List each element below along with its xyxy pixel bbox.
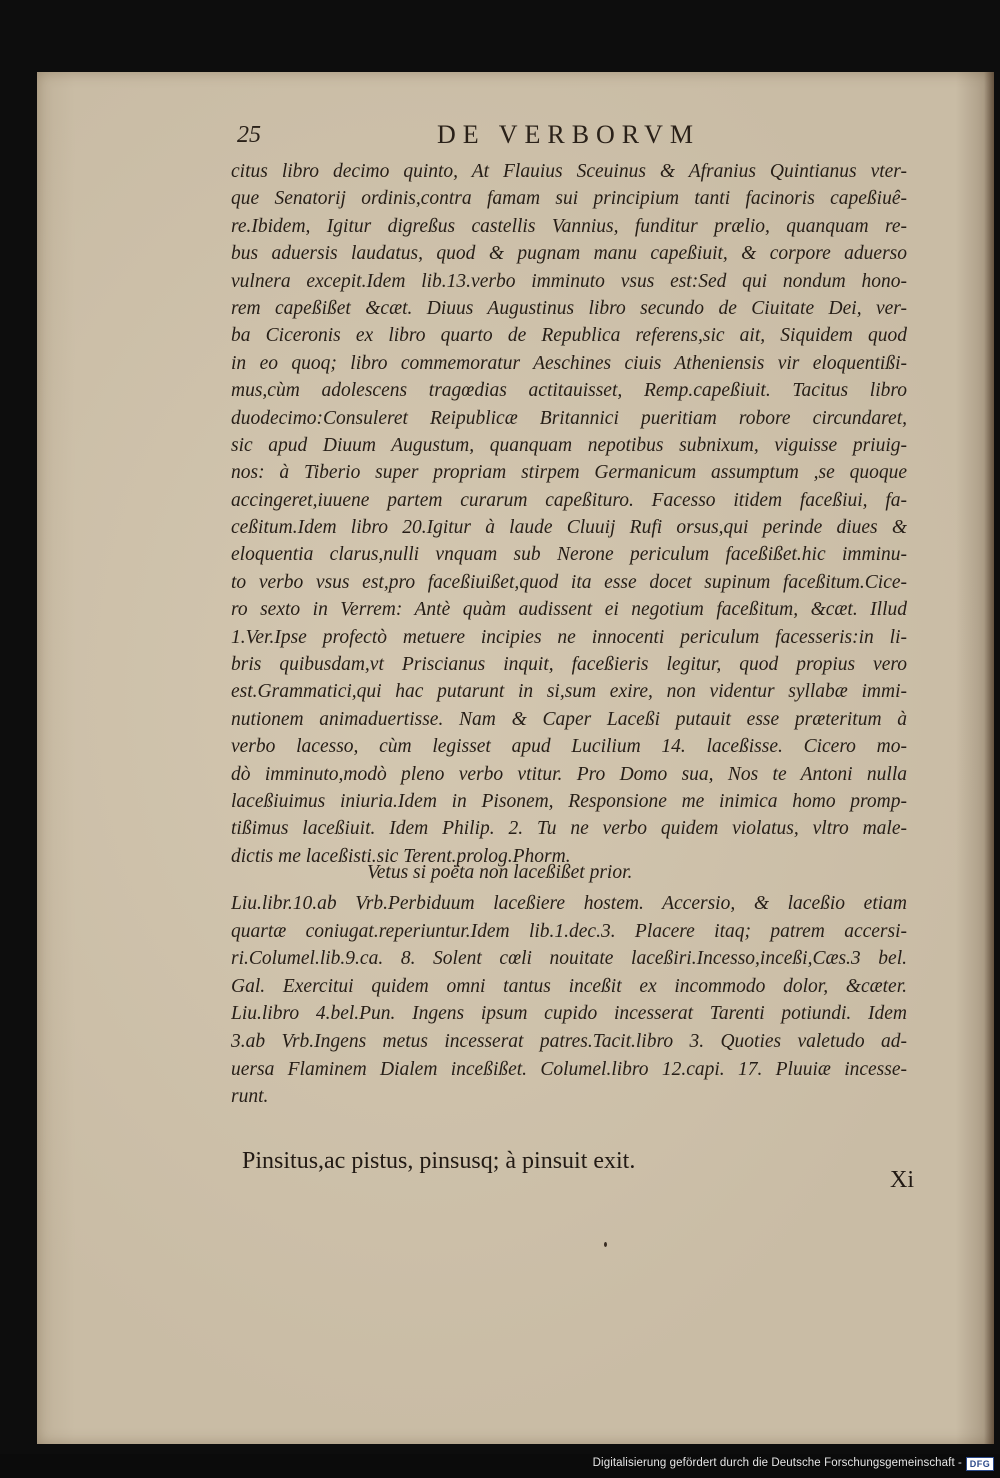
text-line: nutionem animaduertisse. Nam & Caper Laceßi putauit esse præteritum à (231, 708, 907, 730)
page-number: 25 (237, 122, 261, 148)
text-line: runt. (231, 1086, 269, 1108)
signature-mark: Xi (890, 1167, 914, 1193)
text-line: ri.Columel.lib.9.ca. 8. Solent cœli nouitate laceßiri.Incesso,inceßi,Cæs.3 bel. (231, 948, 907, 970)
ink-speck (604, 1242, 607, 1247)
text-line: Gal. Exercitui quidem omni tantus inceßit ex incommodo dolor, &cæter. (231, 975, 907, 997)
text-line: sic apud Diuum Augustum, quanquam nepotibus subnixum, viguisse priuig- (231, 434, 907, 456)
text-line: ba Ciceronis ex libro quarto de Republica referens,sic ait, Siquidem quod (231, 325, 907, 347)
text-line: quartæ coniugat.reperiuntur.Idem lib.1.dec.3. Placere itaq; patrem accersi- (231, 920, 907, 942)
text-line: bus aduersis laudatus, quod & pugnam manu capeßiuit, & corpore aduerso (231, 243, 907, 265)
text-line: 3.ab Vrb.Ingens metus incesserat patres.Tacit.libro 3. Quoties valetudo ad- (231, 1030, 907, 1052)
dfg-logo-icon (966, 1457, 994, 1471)
main-text-block (231, 158, 907, 870)
text-line: uersa Flaminem Dialem inceßißet. Columel.libro 12.capi. 17. Pluuiæ incesse- (231, 1058, 907, 1080)
funding-notice: Digitalisierung gefördert durch die Deutsche Forschungsgemeinschaft - (592, 1457, 962, 1469)
text-line: re.Ibidem, Igitur digreßus castellis Vannius, funditur prælio, quanquam re- (231, 215, 907, 237)
running-head (37, 122, 994, 158)
grammar-rule-verse: Pinsitus,ac pistus, pinsusq; à pinsuit exit. (242, 1148, 636, 1174)
book-page (37, 72, 994, 1444)
footer-bar (0, 1454, 1000, 1478)
verse-quotation: Vetus si poëta non laceßißet prior. (367, 862, 633, 883)
text-line: in eo quoq; libro commemoratur Aeschines ciuis Atheniensis vir eloquentißi- (231, 352, 907, 374)
text-line: est.Grammatici,qui hac putarunt in si,sum exire, non videntur syllabæ immi- (231, 681, 907, 703)
text-line: accingeret,iuuene partem curarum capeßituro. Facesso itidem faceßiui, fa- (231, 489, 907, 511)
text-line: eloquentia clarus,nulli vnquam sub Nerone periculum faceßißet.hic imminu- (231, 544, 907, 566)
text-line: tißimus laceßiuit. Idem Philip. 2. Tu ne verbo quidem violatus, vltro male- (231, 818, 907, 840)
running-title: DE VERBORVM (437, 120, 700, 149)
text-line: rem capeßißet &cæt. Diuus Augustinus libro secundo de Ciuitate Dei, ver- (231, 297, 907, 319)
text-line: laceßiuimus iniuria.Idem in Pisonem, Responsione me inimica homo promp- (231, 790, 907, 812)
text-line: Liu.libro 4.bel.Pun. Ingens ipsum cupido incesserat Tarenti potiundi. Idem (231, 1003, 907, 1025)
text-line: ro sexto in Verrem: Antè quàm audissent ei negotium faceßitum, &cæt. Illud (231, 599, 907, 621)
text-line: vulnera excepit.Idem lib.13.verbo imminuto vsus est:Sed qui nondum hono- (231, 270, 907, 292)
text-line: verbo lacesso, cùm legisset apud Lucilium 14. laceßisse. Cicero mo- (231, 736, 907, 758)
text-line: Liu.libr.10.ab Vrb.Perbiduum laceßiere hostem. Accersio, & laceßio etiam (231, 893, 907, 914)
text-line: mus,cùm adolescens tragœdias actitauisset, Remp.capeßiuit. Tacitus libro (231, 380, 907, 402)
page-edge-shadow (984, 72, 994, 1444)
second-text-block (231, 890, 907, 1111)
text-line: dò imminuto,modò pleno verbo vtitur. Pro Domo sua, Nos te Antoni nulla (231, 763, 907, 785)
text-line: que Senatorij ordinis,contra famam sui principium tanti facinoris capeßiuê- (231, 188, 907, 210)
text-line: ceßitum.Idem libro 20.Igitur à laude Cluuij Rufi orsus,qui perinde diues & (231, 517, 907, 539)
dfg-logo-text: DFG (969, 1459, 991, 1469)
text-line: duodecimo:Consuleret Reipublicæ Britannici pueritiam robore circundaret, (231, 407, 907, 429)
text-line: bris quibusdam,vt Priscianus inquit, faceßieris legitur, quod propius vero (231, 654, 907, 676)
text-line: nos: à Tiberio super propriam stirpem Germanicum assumptum ,se quoque (231, 462, 907, 484)
text-line: 1.Ver.Ipse profectò metuere incipies ne innocenti periculum facesseris:in li- (231, 626, 907, 648)
text-line: dictis me laceßisti.sic Terent.prolog.Phorm. (231, 845, 571, 867)
text-line: citus libro decimo quinto, At Flauius Sceuinus & Afranius Quintianus vter- (231, 161, 907, 182)
text-line: to verbo vsus est,pro faceßiuißet,quod ita esse docet supinum faceßitum.Cice- (231, 571, 907, 593)
